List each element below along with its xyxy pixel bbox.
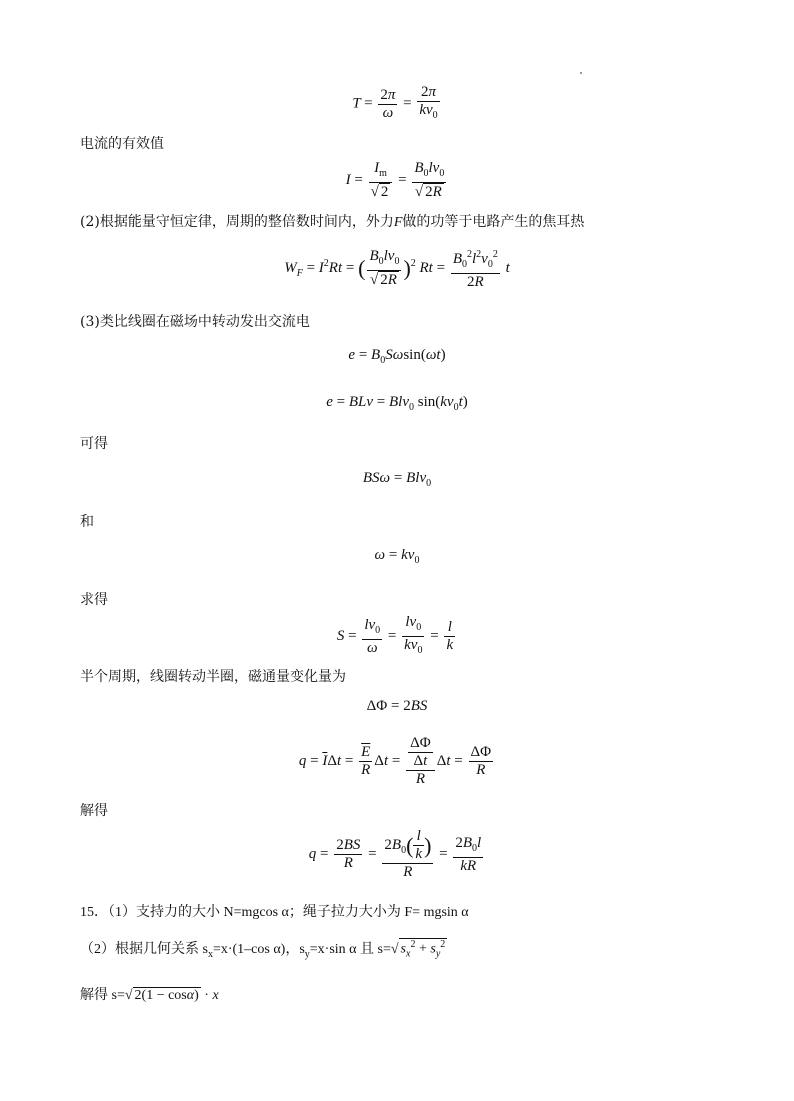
text-part2 [80,211,584,231]
equation-area: S = $\frac{lv_0}{\omega}$ = $\frac{lv_0}{kv_0}$ = $\frac{l}{k}$ [336,614,454,656]
scan-speck [580,72,582,74]
equation-emf-rotation: $e = B_0S\omega\sin(\omega t)$ [348,347,446,366]
equation-work: $W_F = I^2Rt$ = ( $\frac{B_0lv_0}{√ 2R}$ )$^2$ Rt = $\frac{B_0^2l^2v_0^2}{2R}$ t [284,248,510,290]
equation-charge-general: $q = \overline{I}\Delta t$ = $\frac{\overline{E}}{R}$ Δt = $\frac{\frac{\Delta\Phi}{\Delta t}}{R}$ Δt = $\frac{\Delta\Phi}{R}$ [298,735,492,787]
text-q15-part1: 15．（1）支持力的大小 N=mgcos α；绳子拉力大小为 F= mgsin α [80,905,469,920]
text-and: 和 [80,514,94,530]
part2-label: (2)根据能量守恒定律，周期的整倍数时间内，外力 [80,214,394,230]
equation-period: T = $\frac{2\pi}{\omega}$ = $\frac{2\pi}{kv_0}$ [352,84,438,121]
equation-omega: $\omega = kv_0$ [374,547,420,566]
equation-bsw: BSω = Blv$_0$ [362,470,432,489]
text-so: 可得 [80,436,108,452]
text-effective-current: 电流的有效值 [80,136,164,152]
equation-emf-motion: e = BLv = Blv$_0$ $\sin(kv_0t)$ [326,394,468,413]
text-find: 求得 [80,592,108,608]
q15-part2-pre: （2）根据几何关系 s [80,942,208,957]
q15-result-pre: 解得 s= [80,988,125,1003]
equation-charge-result: q = $\frac{2BS}{R}$ = $2B_0$( $\frac{l}{k}$ ) R = $\frac{2B_0l}{kR}$ [308,828,482,880]
q15-part2-mid2: =x·sin α 且 s= [309,942,391,957]
q15-part2-mid: =x·(1–cos α)，s [212,942,305,957]
text-q15-part2: （2）根据几何关系 $s_x=x\cdot(1-\cos$ α)，$s_y=x\cdot\sin$ α 且 s=√ $s_x^2 + s_y^2$ [80,939,446,960]
part2-F: F [393,215,403,230]
text-part3: (3)类比线圈在磁场中转动发出交流电 [80,314,310,330]
part2-tail: 做的功等于电路产生的焦耳热 [402,214,585,230]
equation-effective-current: I = $\frac{I_m}{√ 2}$ = $\frac{B_0lv_0}{√ 2R}$ [345,160,445,200]
equation-flux-change: ΔΦ = 2BS [366,698,428,714]
text-solve: 解得 [80,803,108,819]
text-half-period: 半个周期，线圈转动半圈，磁通量变化量为 [80,669,346,685]
text-q15-result: 解得 s=√ 2(1 − cosα) · x [80,988,219,1003]
